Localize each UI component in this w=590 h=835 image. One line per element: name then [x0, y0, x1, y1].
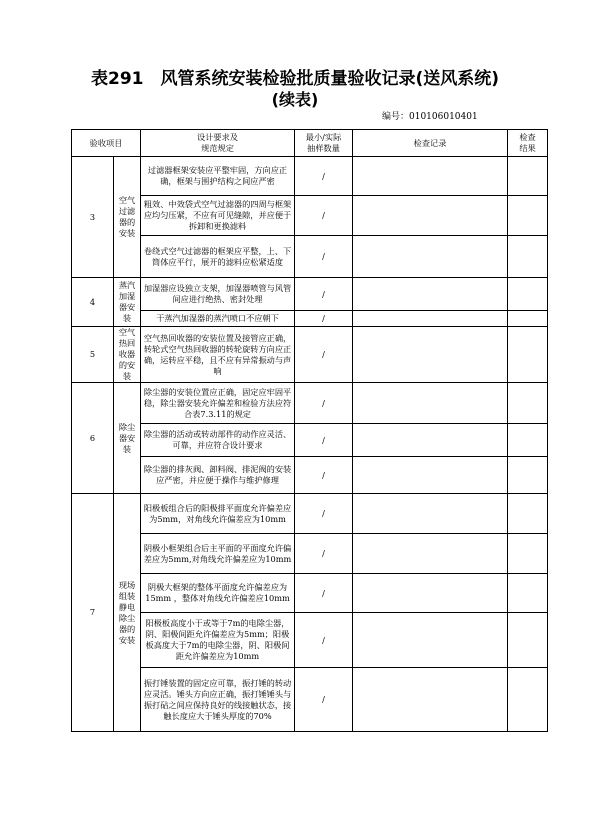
record-cell[interactable] [353, 574, 508, 613]
inspection-record-table [71, 129, 548, 732]
header-row [72, 130, 548, 157]
item-name: 现场组装静电除尘器的安装 [114, 494, 141, 732]
requirement-text: 加湿器应设独立支架，加湿器喷管与风管间应进行绝热、密封处理 [141, 278, 295, 311]
requirement-text: 除尘器的安装位置应正确，固定应牢固平稳，除尘器安装允许偏差和检验方法应符合表7.3.11的规定 [141, 383, 295, 424]
record-cell[interactable] [353, 457, 508, 494]
sample-count: / [295, 574, 353, 613]
requirement-text: 阴极小框架组合后主平面的平面度允许偏差应为5mm,对角线允许偏差应为10mm [141, 534, 295, 574]
header-count-line2: 抽样数量 [307, 143, 340, 153]
result-cell[interactable] [508, 236, 548, 278]
table-row [72, 457, 548, 494]
result-cell[interactable] [508, 574, 548, 613]
requirement-text: 阴极大框架的整体平面度允许偏差应为 15mm ，整体对角线允许偏差应10mm [141, 574, 295, 613]
requirement-text: 粗效、中效袋式空气过滤器的四周与框架应均匀压紧，不应有可见缝隙，并应便于拆卸和更换滤料 [141, 196, 295, 236]
header-sample-count [295, 130, 353, 157]
table-row [72, 424, 548, 457]
item-number: 6 [72, 383, 114, 494]
form-code: 编号：010106010401 [382, 112, 478, 122]
requirement-text: 除尘器的活动或转动部件的动作应灵活、可靠，并应符合设计要求 [141, 424, 295, 457]
item-number: 4 [72, 278, 114, 327]
item-name: 蒸汽加湿器安装 [114, 278, 141, 327]
requirement-text: 过滤器框架安装应平整牢固，方向应正确，框架与围护结构之间应严密 [141, 157, 295, 196]
sample-count: / [295, 327, 353, 383]
table-row [72, 157, 548, 196]
header-result [508, 130, 548, 157]
item-name: 除尘器安装 [114, 383, 141, 494]
sample-count: / [295, 236, 353, 278]
table-row [72, 383, 548, 424]
requirement-text: 除尘器的排灰阀、卸料阀、排泥阀的安装应严密，并应便于操作与维护修理 [141, 457, 295, 494]
record-cell[interactable] [353, 196, 508, 236]
form-subtitle: (续表) [271, 90, 319, 109]
header-item: 验收项目 [72, 130, 141, 157]
header-requirement-line1: 设计要求及 [197, 132, 238, 142]
result-cell[interactable] [508, 613, 548, 668]
sample-count: / [295, 613, 353, 668]
result-cell[interactable] [508, 278, 548, 311]
sample-count: / [295, 311, 353, 327]
record-cell[interactable] [353, 668, 508, 732]
record-cell[interactable] [353, 424, 508, 457]
requirement-text: 阳极板组合后的阳极排平面度允许偏差应为5mm，对角线允许偏差应为10mm [141, 494, 295, 534]
item-name: 空气热回收器的安装 [114, 327, 141, 383]
result-cell[interactable] [508, 311, 548, 327]
requirement-text: 干蒸汽加湿器的蒸汽喷口不应朝下 [141, 311, 295, 327]
record-cell[interactable] [353, 278, 508, 311]
table-row [72, 494, 548, 534]
record-cell[interactable] [353, 157, 508, 196]
record-cell[interactable] [353, 236, 508, 278]
table-row [72, 534, 548, 574]
record-cell[interactable] [353, 327, 508, 383]
sample-count: / [295, 196, 353, 236]
result-cell[interactable] [508, 327, 548, 383]
header-count-line1: 最小/实际 [305, 132, 342, 142]
sample-count: / [295, 278, 353, 311]
table-row [72, 278, 548, 311]
sample-count: / [295, 383, 353, 424]
result-cell[interactable] [508, 534, 548, 574]
header-result-line1: 检查 [519, 132, 536, 142]
item-number: 5 [72, 327, 114, 383]
sample-count: / [295, 157, 353, 196]
header-record: 检查记录 [353, 130, 508, 157]
result-cell[interactable] [508, 457, 548, 494]
item-name: 空气过滤器的安装 [114, 157, 141, 278]
requirement-text: 振打锤装置的固定应可靠，振打锤的转动应灵活。锤头方向应正确，振打锤锤头与振打砧之间应保持良好的线接触状态，接触长度应大于锤头厚度的70% [141, 668, 295, 732]
result-cell[interactable] [508, 424, 548, 457]
sample-count: / [295, 457, 353, 494]
table-row [72, 668, 548, 732]
item-number: 7 [72, 494, 114, 732]
record-cell[interactable] [353, 311, 508, 327]
sample-count: / [295, 494, 353, 534]
record-cell[interactable] [353, 534, 508, 574]
table-body [72, 130, 548, 732]
requirement-text: 阳极板高度小于或等于7m的电除尘器，阴、阳极间距允许偏差应为5mm；阳极板高度大于7m的电除尘器，阴、阳极间距允许偏差应为10mm [141, 613, 295, 668]
result-cell[interactable] [508, 383, 548, 424]
result-cell[interactable] [508, 157, 548, 196]
sample-count: / [295, 424, 353, 457]
table-row [72, 196, 548, 236]
result-cell[interactable] [508, 668, 548, 732]
sample-count: / [295, 668, 353, 732]
record-cell[interactable] [353, 383, 508, 424]
requirement-text: 空气热回收器的安装位置及接管应正确，转轮式空气热回收器的转轮旋转方向应正确，运转应平稳，且不应有异常振动与声响 [141, 327, 295, 383]
requirement-text: 卷绕式空气过滤器的框架应平整，上、下筒体应平行，展开的滤料应松紧适度 [141, 236, 295, 278]
table-row [72, 327, 548, 383]
table-row [72, 613, 548, 668]
item-number: 3 [72, 157, 114, 278]
record-cell[interactable] [353, 494, 508, 534]
sample-count: / [295, 534, 353, 574]
header-requirement-line2: 规范规定 [201, 143, 234, 153]
table-row [72, 236, 548, 278]
record-cell[interactable] [353, 613, 508, 668]
table-row [72, 574, 548, 613]
result-cell[interactable] [508, 494, 548, 534]
header-result-line2: 结果 [519, 143, 536, 153]
result-cell[interactable] [508, 196, 548, 236]
header-requirement [141, 130, 295, 157]
table-row [72, 311, 548, 327]
form-title: 表291 风管系统安装检验批质量验收记录(送风系统) [90, 69, 500, 89]
